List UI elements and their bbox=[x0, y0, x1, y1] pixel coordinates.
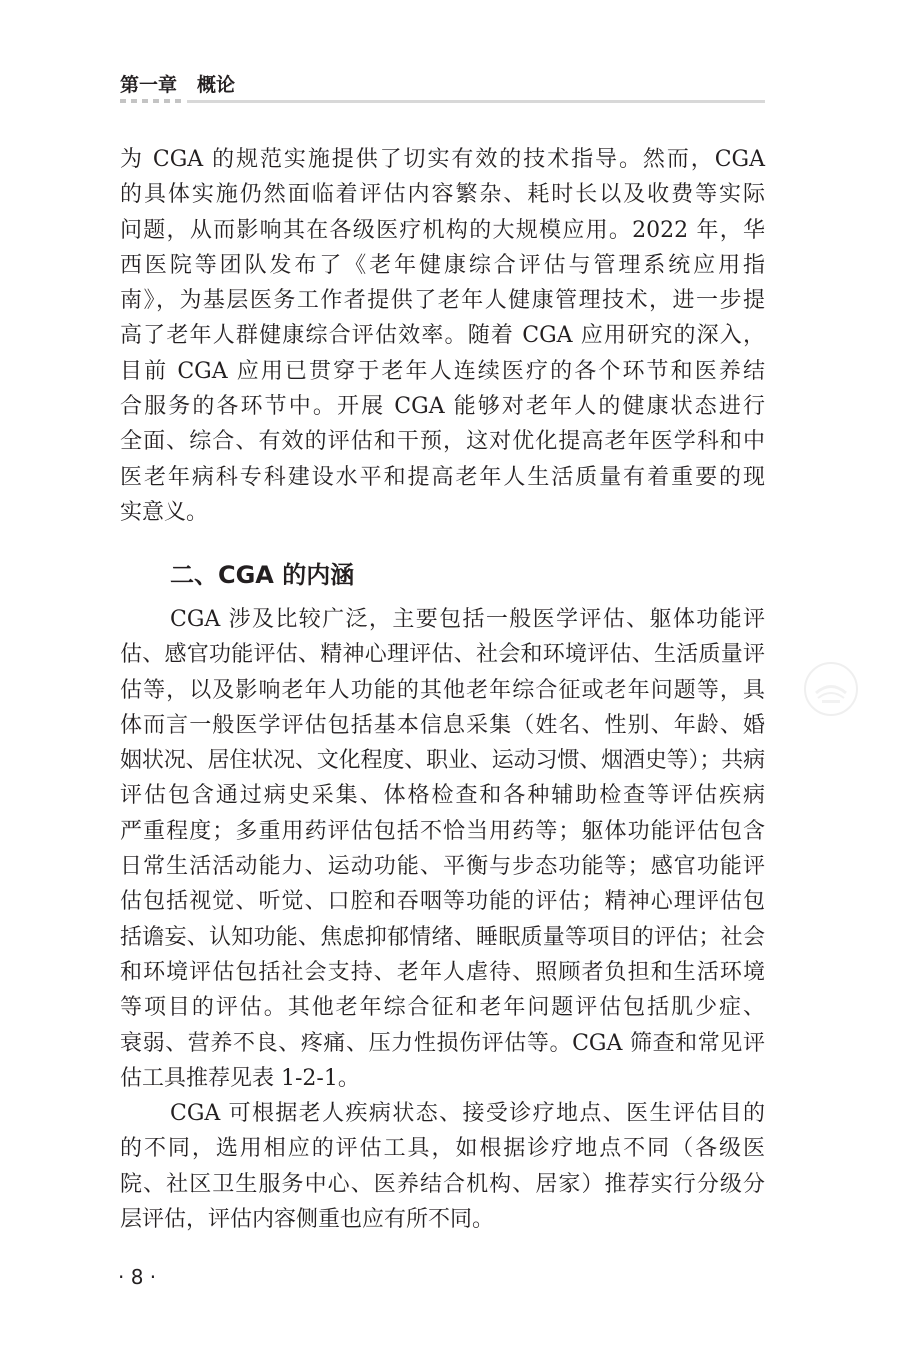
text-line: 估包括视觉、听觉、口腔和吞咽等功能的评估；精神心理评估包 bbox=[120, 889, 765, 915]
text-line: 实意义。 bbox=[120, 499, 209, 525]
text-line: 严重程度；多重用药评估包括不恰当用药等；躯体功能评估包含 bbox=[120, 818, 765, 844]
text-line: 目前 CGA 应用已贯穿于老年人连续医疗的各个环节和医养结 bbox=[120, 358, 765, 384]
text-line: 估等，以及影响老年人功能的其他老年综合征或老年问题等，具 bbox=[120, 677, 765, 703]
text-line: 南》，为基层医务工作者提供了老年人健康管理技术，进一步提 bbox=[120, 288, 765, 314]
text-line: 和环境评估包括社会支持、老年人虐待、照顾者负担和生活环境 bbox=[120, 959, 765, 985]
text-line: CGA 涉及比较广泛，主要包括一般医学评估、躯体功能评 bbox=[170, 607, 765, 632]
paragraph bbox=[120, 602, 765, 1096]
text-line: 西医院等团队发布了《老年健康综合评估与管理系统应用指 bbox=[120, 252, 765, 278]
text-line: 日常生活活动能力、运动功能、平衡与步态功能等；感官功能评 bbox=[120, 854, 765, 880]
text-line: 医老年病科专科建设水平和提高老年人生活质量有着重要的现 bbox=[120, 464, 765, 490]
page-number: · 8 · bbox=[118, 1265, 157, 1289]
chapter-label: 第一章 bbox=[120, 74, 178, 96]
header-rule-line bbox=[187, 100, 765, 103]
text-line: 高了老年人群健康综合评估效率。随着 CGA 应用研究的深入， bbox=[120, 323, 765, 349]
text-line: 的不同，选用相应的评估工具，如根据诊疗地点不同（各级医 bbox=[120, 1136, 765, 1162]
text-line: 衰弱、营养不良、疼痛、压力性损伤评估等。CGA 筛查和常见评 bbox=[120, 1030, 765, 1056]
text-line: 为 CGA 的规范实施提供了切实有效的技术指导。然而，CGA bbox=[120, 147, 765, 172]
text-line: 括谵妄、认知功能、焦虑抑郁情绪、睡眠质量等项目的评估；社会 bbox=[120, 924, 765, 950]
watermark-logo-icon bbox=[802, 660, 860, 718]
header-rule-dots bbox=[120, 99, 181, 103]
text-line: 院、社区卫生服务中心、医养结合机构、居家）推荐实行分级分 bbox=[120, 1171, 765, 1197]
text-line: 姻状况、居住状况、文化程度、职业、运动习惯、烟酒史等）；共病 bbox=[120, 748, 765, 774]
text-line: CGA 可根据老人疾病状态、接受诊疗地点、医生评估目的 bbox=[170, 1101, 765, 1127]
header-rule bbox=[120, 99, 765, 103]
text-line: 估工具推荐见表 1-2-1。 bbox=[120, 1065, 360, 1091]
text-line: 层评估，评估内容侧重也应有所不同。 bbox=[120, 1207, 495, 1233]
text-line: 的具体实施仍然面临着评估内容繁杂、耗时长以及收费等实际 bbox=[120, 182, 765, 208]
paragraph bbox=[120, 142, 765, 530]
text-line: 合服务的各环节中。开展 CGA 能够对老年人的健康状态进行 bbox=[120, 394, 765, 420]
text-line: 体而言一般医学评估包括基本信息采集（姓名、性别、年龄、婚 bbox=[120, 712, 765, 738]
running-header bbox=[120, 71, 235, 99]
chapter-title: 概论 bbox=[197, 74, 236, 96]
text-line: 问题，从而影响其在各级医疗机构的大规模应用。2022 年，华 bbox=[120, 217, 765, 243]
text-line: 估、感官功能评估、精神心理评估、社会和环境评估、生活质量评 bbox=[120, 642, 765, 668]
text-line: 全面、综合、有效的评估和干预，这对优化提高老年医学科和中 bbox=[120, 429, 765, 455]
section-heading: 二、CGA 的内涵 bbox=[170, 561, 355, 589]
text-line: 等项目的评估。其他老年综合征和老年问题评估包括肌少症、 bbox=[120, 995, 765, 1021]
section-body bbox=[120, 602, 765, 1237]
paragraph bbox=[120, 1096, 765, 1237]
text-line: 评估包含通过病史采集、体格检查和各种辅助检查等评估疾病 bbox=[120, 783, 765, 809]
